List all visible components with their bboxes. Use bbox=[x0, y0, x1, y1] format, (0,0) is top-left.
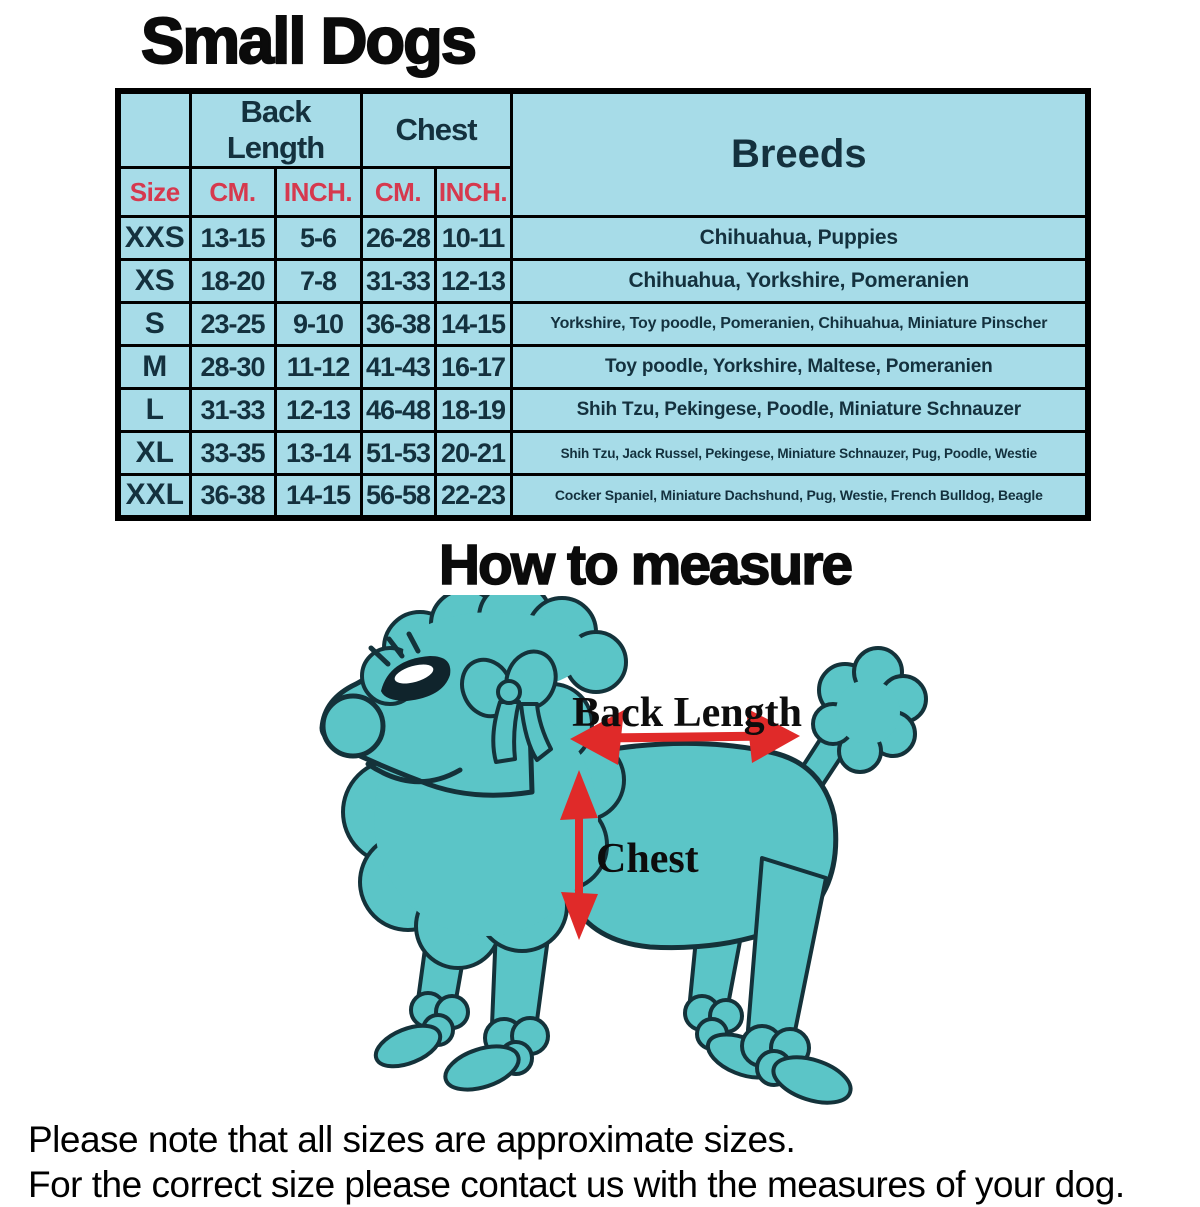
size-value: L bbox=[118, 389, 190, 432]
chest-inch-value: 22-23 bbox=[435, 475, 511, 518]
back-cm-value: 36-38 bbox=[190, 475, 275, 518]
chest-cm-value: 36-38 bbox=[361, 303, 435, 346]
size-value: XXL bbox=[118, 475, 190, 518]
table-row bbox=[118, 389, 1088, 432]
chest-inch-value: 18-19 bbox=[435, 389, 511, 432]
note-line-2: For the correct size please contact us with the measures of your dog. bbox=[28, 1164, 1125, 1205]
back-inch-header: INCH. bbox=[275, 168, 361, 217]
page-title: Small Dogs bbox=[141, 4, 475, 77]
back-inch-value: 7-8 bbox=[275, 260, 361, 303]
size-value: XS bbox=[118, 260, 190, 303]
back-inch-value: 14-15 bbox=[275, 475, 361, 518]
chest-cm-value: 46-48 bbox=[361, 389, 435, 432]
back-inch-value: 11-12 bbox=[275, 346, 361, 389]
chest-cm-value: 26-28 bbox=[361, 217, 435, 260]
breeds-value: Shih Tzu, Pekingese, Poodle, Miniature Schnauzer bbox=[511, 389, 1088, 432]
breeds-value: Chihuahua, Yorkshire, Pomeranien bbox=[511, 260, 1088, 303]
chest-label: Chest bbox=[596, 836, 699, 882]
corner-empty-cell bbox=[118, 91, 190, 168]
size-value: S bbox=[118, 303, 190, 346]
breeds-value: Shih Tzu, Jack Russel, Pekingese, Miniature Schnauzer, Pug, Poodle, Westie bbox=[511, 432, 1088, 475]
back-cm-header: CM. bbox=[190, 168, 275, 217]
poodle-nose bbox=[323, 696, 383, 756]
size-header: Size bbox=[118, 168, 190, 217]
chest-inch-value: 20-21 bbox=[435, 432, 511, 475]
chest-inch-value: 16-17 bbox=[435, 346, 511, 389]
chest-cm-value: 31-33 bbox=[361, 260, 435, 303]
chest-cm-value: 41-43 bbox=[361, 346, 435, 389]
chest-cm-header: CM. bbox=[361, 168, 435, 217]
size-value: XXS bbox=[118, 217, 190, 260]
table-row bbox=[118, 217, 1088, 260]
table-row bbox=[118, 432, 1088, 475]
back-cm-value: 18-20 bbox=[190, 260, 275, 303]
back-inch-value: 13-14 bbox=[275, 432, 361, 475]
chest-header: Chest bbox=[361, 91, 511, 168]
back-cm-value: 31-33 bbox=[190, 389, 275, 432]
chest-cm-value: 56-58 bbox=[361, 475, 435, 518]
measure-heading: How to measure bbox=[438, 533, 852, 597]
breeds-header: Breeds bbox=[511, 91, 1088, 217]
chest-inch-header: INCH. bbox=[435, 168, 511, 217]
back-cm-value: 13-15 bbox=[190, 217, 275, 260]
breeds-value: Cocker Spaniel, Miniature Dachshund, Pug, Westie, French Bulldog, Beagle bbox=[511, 475, 1088, 518]
back-cm-value: 33-35 bbox=[190, 432, 275, 475]
chest-inch-value: 12-13 bbox=[435, 260, 511, 303]
note-line-1: Please note that all sizes are approximate sizes. bbox=[28, 1119, 796, 1160]
table-row bbox=[118, 346, 1088, 389]
back-length-label: Back Length bbox=[572, 690, 802, 736]
back-inch-value: 9-10 bbox=[275, 303, 361, 346]
table-header-group-row bbox=[118, 91, 1088, 168]
size-chart-table bbox=[115, 88, 1091, 521]
breeds-value: Chihuahua, Puppies bbox=[511, 217, 1088, 260]
table-row bbox=[118, 303, 1088, 346]
chest-inch-value: 10-11 bbox=[435, 217, 511, 260]
back-inch-value: 12-13 bbox=[275, 389, 361, 432]
footer-notes bbox=[28, 1117, 1125, 1207]
back-length-header: Back Length bbox=[190, 91, 361, 168]
poodle-illustration bbox=[280, 595, 1120, 1115]
poodle-near-hind-leg bbox=[742, 858, 856, 1111]
back-cm-value: 28-30 bbox=[190, 346, 275, 389]
chest-cm-value: 51-53 bbox=[361, 432, 435, 475]
size-value: M bbox=[118, 346, 190, 389]
back-inch-value: 5-6 bbox=[275, 217, 361, 260]
breeds-value: Yorkshire, Toy poodle, Pomeranien, Chihuahua, Miniature Pinscher bbox=[511, 303, 1088, 346]
breeds-value: Toy poodle, Yorkshire, Maltese, Pomeranien bbox=[511, 346, 1088, 389]
table-row bbox=[118, 475, 1088, 518]
back-cm-value: 23-25 bbox=[190, 303, 275, 346]
table-row bbox=[118, 260, 1088, 303]
chest-inch-value: 14-15 bbox=[435, 303, 511, 346]
size-value: XL bbox=[118, 432, 190, 475]
